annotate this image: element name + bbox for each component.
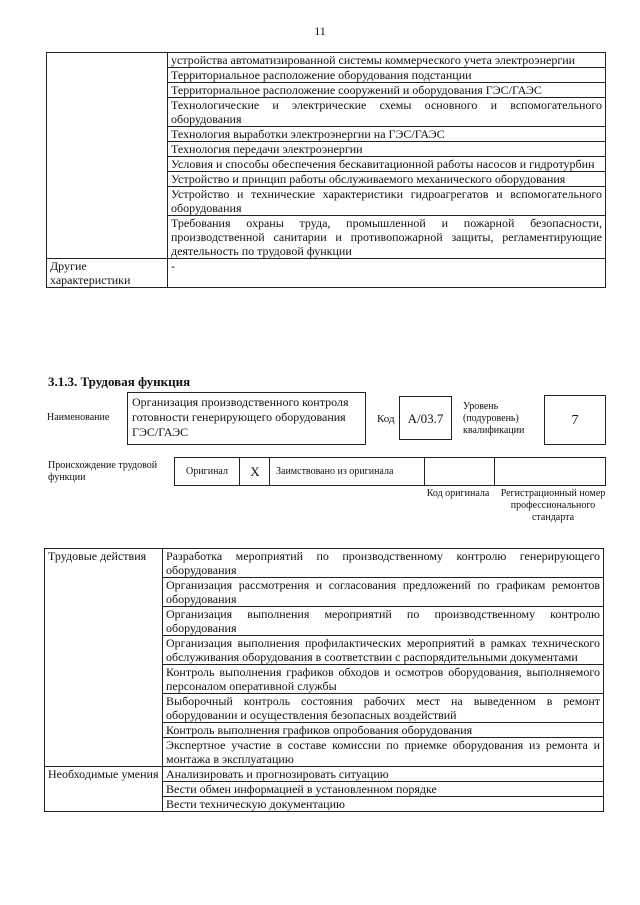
table-cell: Экспертное участие в составе комиссии по приемке оборудования из ремонта и монтажа в эксплуатацию: [163, 738, 604, 767]
function-name-value: Организация производственного контроля готовности генерирующего оборудования ГЭС/ГАЭС: [132, 395, 349, 439]
table-cell: Вести обмен информацией в установленном порядке: [163, 782, 604, 797]
origin-row: [174, 457, 606, 486]
code-label: Код: [377, 413, 395, 425]
table-cell: Организация выполнения профилактических мероприятий в рамках технического обслуживания оборудования в соответствии с распорядительными документами: [163, 636, 604, 665]
code-value: A/03.7: [407, 411, 444, 426]
other-characteristics-label: Другие характеристики: [47, 259, 168, 288]
table-row: [45, 767, 604, 782]
code-value-box: [399, 396, 452, 440]
table-cell: Контроль выполнения графиков опробования оборудования: [163, 723, 604, 738]
reg-caption: Регистрационный номер профессионального стандарта: [500, 488, 606, 523]
table-cell: Территориальное расположение сооружений и оборудования ГЭС/ГАЭС: [168, 83, 606, 98]
level-label: Уровень (подуровень) квалификации: [463, 401, 525, 436]
table-row: [47, 53, 606, 68]
level-value-box: [544, 395, 606, 445]
table-cell: Контроль выполнения графиков обходов и осмотров оборудования, выполняемого персоналом оперативной службы: [163, 665, 604, 694]
table-cell: Условия и способы обеспечения бескавитационной работы насосов и гидротурбин: [168, 157, 606, 172]
table-cell: Устройство и технические характеристики гидроагрегатов и вспомогательного оборудования: [168, 187, 606, 216]
table-cell: Вести техническую документацию: [163, 797, 604, 812]
other-characteristics-value: -: [168, 259, 606, 288]
table-cell: Разработка мероприятий по производственному контролю генерирующего оборудования: [163, 549, 604, 578]
empty-label-cell: [47, 53, 168, 259]
table-cell: Технология выработки электроэнергии на ГЭС/ГАЭС: [168, 127, 606, 142]
original-label: Оригинал: [186, 466, 228, 477]
code-caption: Код оригинала: [426, 488, 490, 499]
borrowed-label: Заимствовано из оригинала: [269, 458, 428, 485]
table-cell: Выборочный контроль состояния рабочих мест на выведенном в ремонт оборудовании и осуществления безопасных воздействий: [163, 694, 604, 723]
actions-table: [44, 548, 604, 812]
original-code-cell: [424, 458, 495, 485]
table-cell: Технологические и электрические схемы основного и вспомогательного оборудования: [168, 98, 606, 127]
table-cell: Требования охраны труда, промышленной и пожарной безопасности, производственной санитарии и противопожарной защиты, регламентирующие деятельность по трудовой функции: [168, 216, 606, 259]
function-name-box: [127, 392, 366, 445]
level-value: 7: [571, 413, 579, 428]
knowledge-table: [46, 52, 606, 288]
reg-number-cell: [494, 458, 606, 485]
skills-label: Необходимые умения: [45, 767, 163, 812]
table-cell: Организация рассмотрения и согласования предложений по графикам ремонтов оборудования: [163, 578, 604, 607]
table-row: [47, 259, 606, 288]
table-cell: Устройство и принцип работы обслуживаемого механического оборудования: [168, 172, 606, 187]
table-cell: Анализировать и прогнозировать ситуацию: [163, 767, 604, 782]
table-row: [45, 549, 604, 578]
table-cell: устройства автоматизированной системы коммерческого учета электроэнергии: [168, 53, 606, 68]
page-number: 11: [314, 24, 326, 38]
table-cell: Территориальное расположение оборудования подстанции: [168, 68, 606, 83]
name-label: Наименование: [47, 412, 110, 423]
origin-label: Происхождение трудовой функции: [48, 460, 158, 483]
section-title: 3.1.3. Трудовая функция: [48, 374, 191, 389]
table-cell: Организация выполнения мероприятий по производственному контролю оборудования: [163, 607, 604, 636]
actions-label: Трудовые действия: [45, 549, 163, 767]
original-mark: X: [239, 458, 270, 485]
table-cell: Технология передачи электроэнергии: [168, 142, 606, 157]
